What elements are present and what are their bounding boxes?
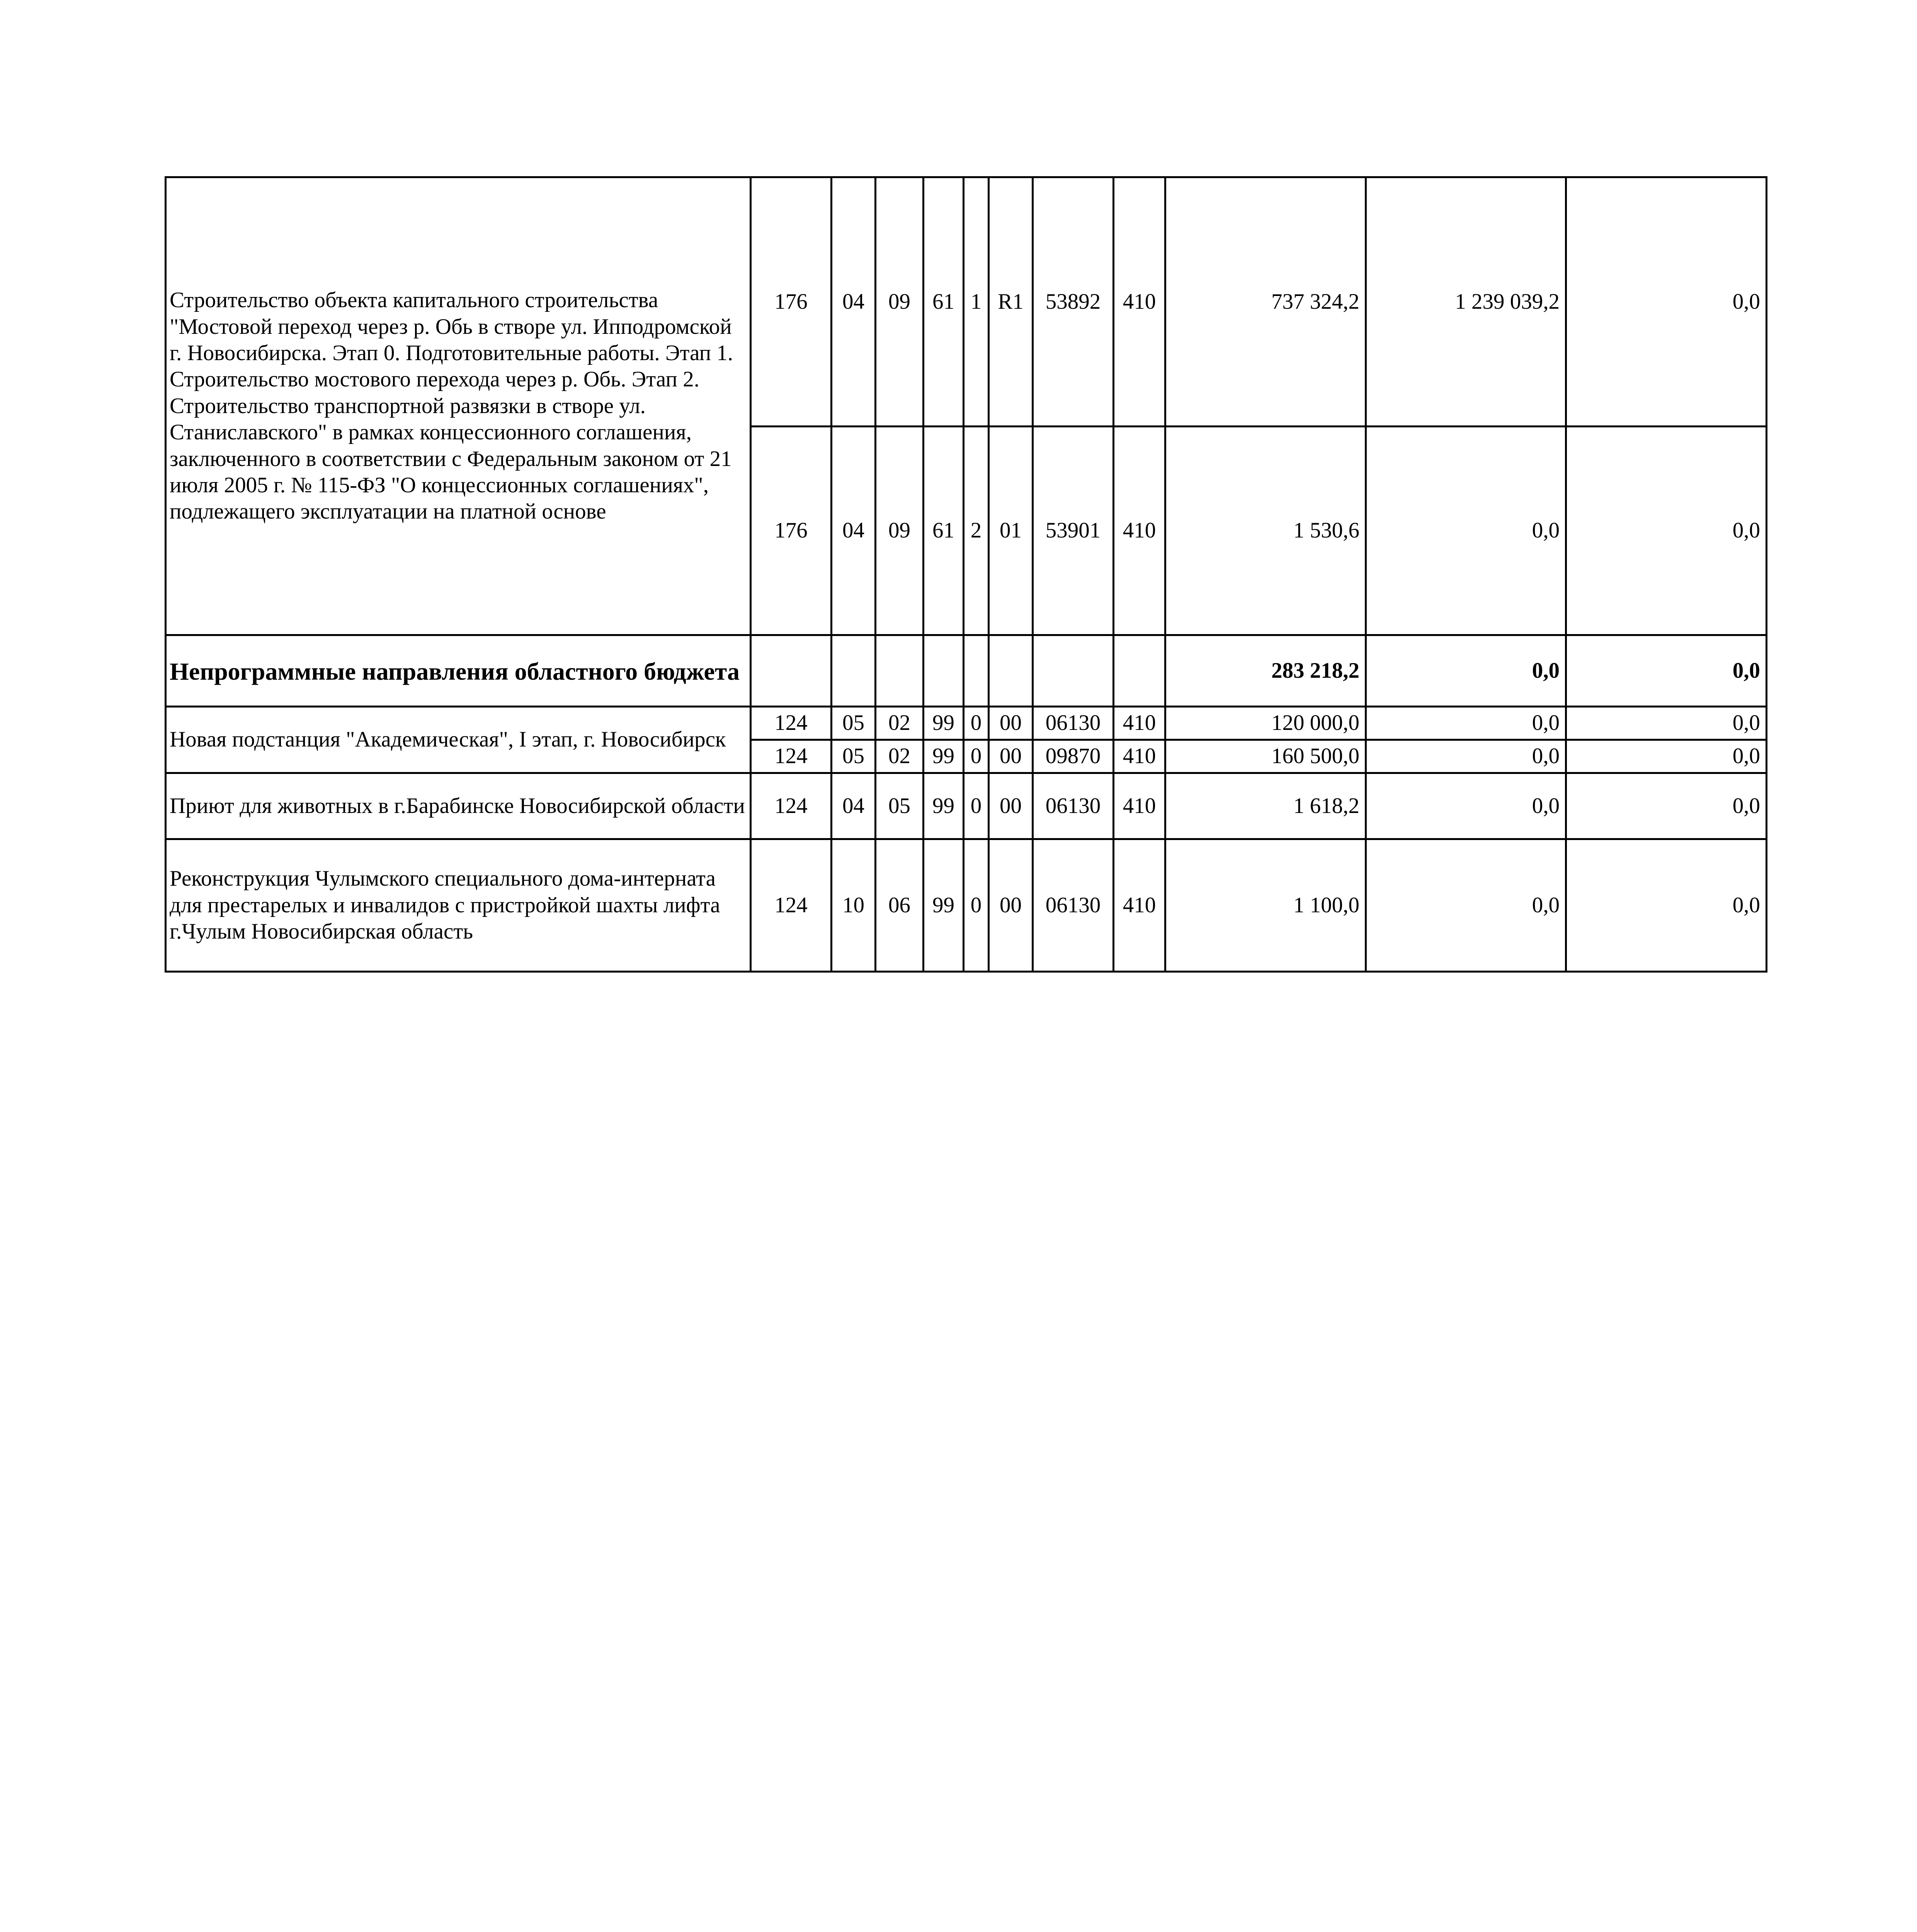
cell-pr: 02 [876, 707, 924, 740]
cell-program: 99 [924, 773, 964, 839]
cell-pr: 05 [876, 773, 924, 839]
cell-rz: 04 [832, 773, 876, 839]
cell-subprogram: 0 [964, 839, 989, 972]
cell-direction: 06130 [1033, 839, 1114, 972]
cell-sum-3: 0,0 [1566, 839, 1767, 972]
table-group-row [166, 635, 1767, 707]
cell-main-event: 00 [989, 773, 1033, 839]
cell-main-event: 01 [989, 427, 1033, 635]
row-name: Реконструкция Чулымского специального дома-интерната для престарелых и инвалидов с пристройкой шахты лифта г.Чулым Новосибирская область [166, 839, 751, 972]
cell-sum-2: 1 239 039,2 [1366, 177, 1566, 427]
cell-sum-3: 0,0 [1566, 707, 1767, 740]
cell-pr: 06 [876, 839, 924, 972]
cell-grbs: 124 [751, 839, 832, 972]
cell-sum-2: 0,0 [1366, 707, 1566, 740]
cell-subprogram: 2 [964, 427, 989, 635]
cell-grbs: 176 [751, 427, 832, 635]
cell-sum-3: 0,0 [1566, 740, 1767, 773]
cell-main-event: R1 [989, 177, 1033, 427]
cell-main-event: 00 [989, 839, 1033, 972]
cell-pr: 02 [876, 740, 924, 773]
table-row [166, 773, 1767, 839]
cell-sum-1: 1 100,0 [1165, 839, 1366, 972]
cell-subprogram: 0 [964, 773, 989, 839]
cell-grbs: 124 [751, 773, 832, 839]
cell-program: 99 [924, 839, 964, 972]
group-sum-1: 283 218,2 [1165, 635, 1366, 707]
cell-subprogram: 1 [964, 177, 989, 427]
cell-direction: 53892 [1033, 177, 1114, 427]
cell-grbs: 124 [751, 740, 832, 773]
cell-vr: 410 [1114, 177, 1165, 427]
table-row [166, 707, 1767, 740]
cell-sum-2: 0,0 [1366, 740, 1566, 773]
cell-sum-1: 1 530,6 [1165, 427, 1366, 635]
row-name: Строительство объекта капитального строительства "Мостовой переход через р. Обь в створе ул. Ипподромской г. Новосибирска. Этап 0. Подготовительные работы. Этап 1. Строительство мостового перехода через р. Обь. Этап 2. Строительство транспортной развязки в створе ул. Станиславского" в рамках концессионного соглашения, заключенного в соответствии с Федеральным законом от 21 июля 2005 г. № 115-ФЗ "О концессионных соглашениях", подлежащего эксплуатации на платной основе [166, 177, 751, 635]
cell-rz: 04 [832, 177, 876, 427]
cell-sum-2: 0,0 [1366, 773, 1566, 839]
cell-direction: 09870 [1033, 740, 1114, 773]
cell-rz: 10 [832, 839, 876, 972]
cell-rz: 04 [832, 427, 876, 635]
cell-subprogram: 0 [964, 707, 989, 740]
table-row [166, 839, 1767, 972]
cell-sum-3: 0,0 [1566, 427, 1767, 635]
cell-program: 99 [924, 740, 964, 773]
cell-rz: 05 [832, 707, 876, 740]
group-sum-2: 0,0 [1366, 635, 1566, 707]
cell-grbs: 176 [751, 177, 832, 427]
cell-vr: 410 [1114, 740, 1165, 773]
cell-sum-1: 160 500,0 [1165, 740, 1366, 773]
cell-pr: 09 [876, 427, 924, 635]
cell-pr: 09 [876, 177, 924, 427]
group-name: Непрограммные направления областного бюджета [166, 635, 751, 707]
row-name: Приют для животных в г.Барабинске Новосибирской области [166, 773, 751, 839]
group-sum-3: 0,0 [1566, 635, 1767, 707]
cell-grbs: 124 [751, 707, 832, 740]
cell-subprogram: 0 [964, 740, 989, 773]
cell-main-event: 00 [989, 707, 1033, 740]
cell-program: 61 [924, 427, 964, 635]
row-name: Новая подстанция "Академическая", I этап, г. Новосибирск [166, 707, 751, 773]
cell-program: 99 [924, 707, 964, 740]
cell-sum-2: 0,0 [1366, 839, 1566, 972]
cell-sum-2: 0,0 [1366, 427, 1566, 635]
cell-vr: 410 [1114, 773, 1165, 839]
cell-program: 61 [924, 177, 964, 427]
cell-rz: 05 [832, 740, 876, 773]
cell-sum-1: 737 324,2 [1165, 177, 1366, 427]
cell-vr: 410 [1114, 707, 1165, 740]
budget-table [165, 176, 1767, 973]
cell-vr: 410 [1114, 427, 1165, 635]
cell-sum-1: 120 000,0 [1165, 707, 1366, 740]
cell-vr: 410 [1114, 839, 1165, 972]
cell-sum-3: 0,0 [1566, 177, 1767, 427]
cell-direction: 53901 [1033, 427, 1114, 635]
cell-direction: 06130 [1033, 707, 1114, 740]
cell-direction: 06130 [1033, 773, 1114, 839]
cell-sum-1: 1 618,2 [1165, 773, 1366, 839]
cell-sum-3: 0,0 [1566, 773, 1767, 839]
cell-main-event: 00 [989, 740, 1033, 773]
table-row [166, 177, 1767, 427]
